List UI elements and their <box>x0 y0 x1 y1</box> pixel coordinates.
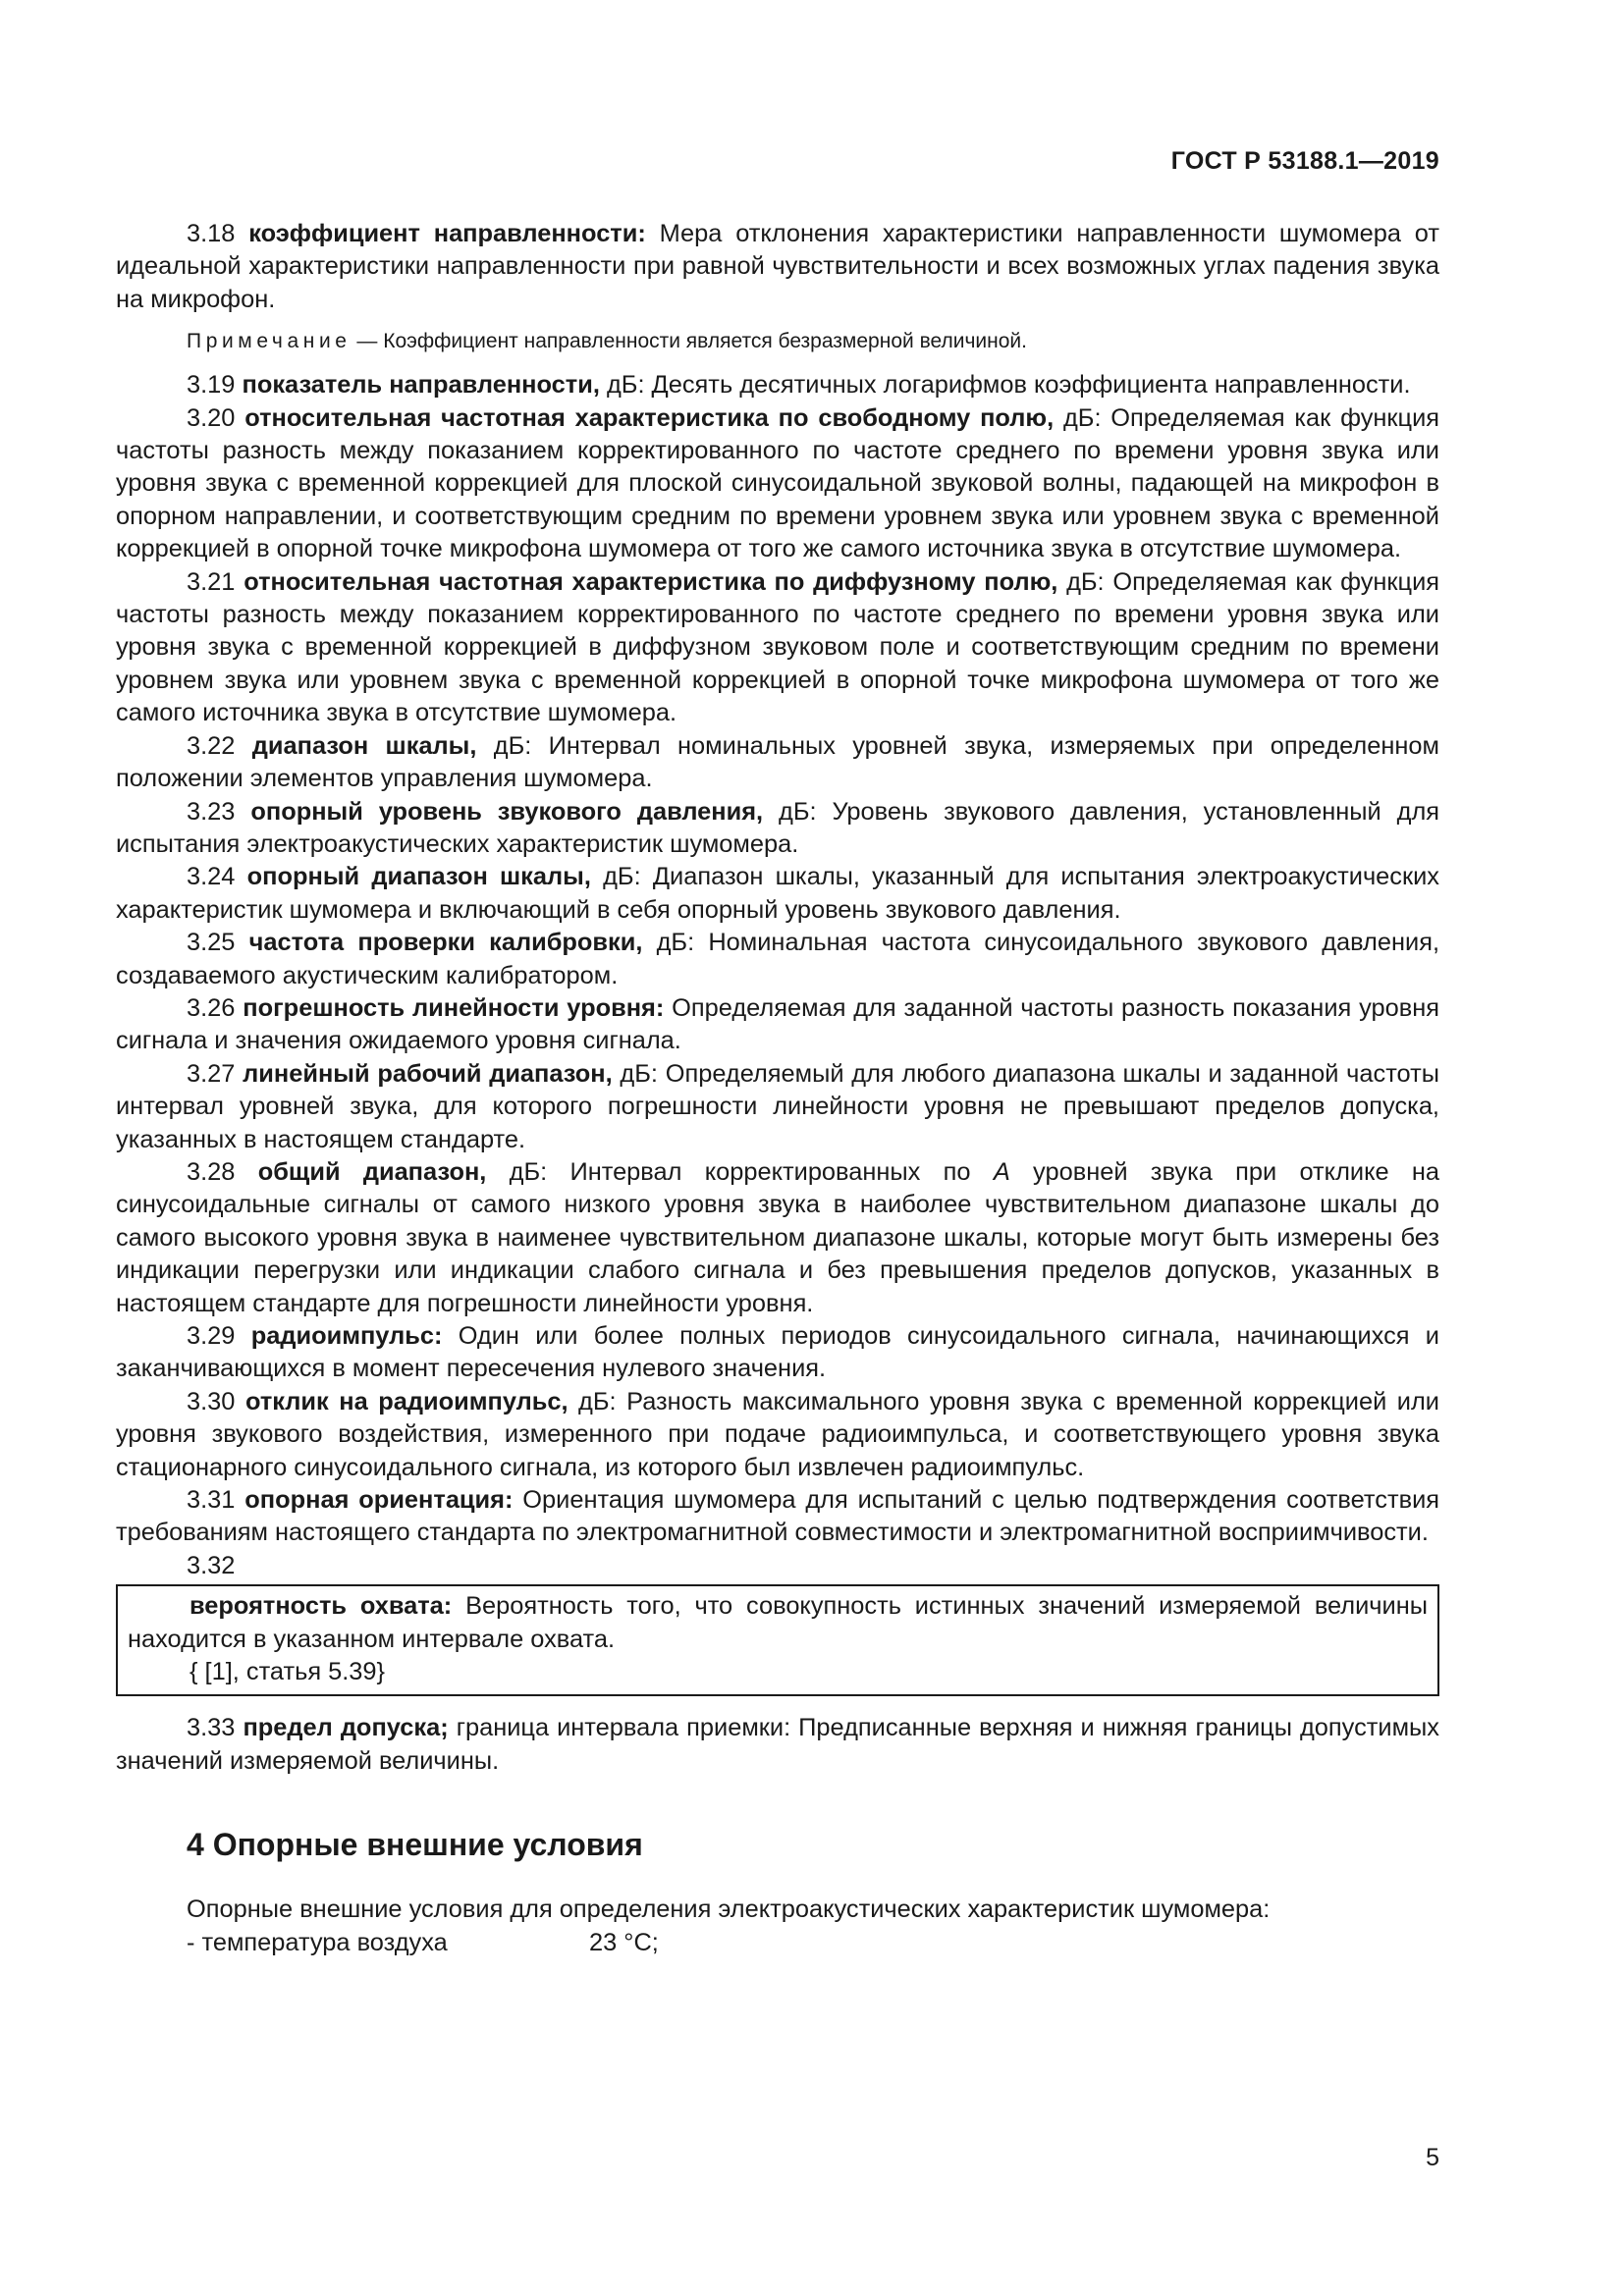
term-definition: дБ: Определяемая как функция частоты разность между показанием корректированного по частоте среднего по времени уровня звука или уровня звука с временной коррекцией в диффузном звуковом поле и соответствующим средним по времени уровнем звука или уровнем звука с временной коррекцией в опорной точке микрофона шумомера от того же самого источника звука в отсутствие шумомера. <box>116 567 1440 727</box>
term-name: частота проверки калибровки, <box>248 929 643 957</box>
term-definition-part: уровней звука при отклике на синусоидальные сигналы от самого низкого уровня звука в наиболее чувствительном диапазоне шкалы до самого высокого уровня звука в наименее чувствительном диапазоне шкалы, которые могут быть измерены без индикации перегрузки или индикации слабого сигнала и без превышения пределов допусков, указанных в настоящем стандарте для погрешности линейности уровня. <box>116 1157 1440 1317</box>
term-number: 3.25 <box>187 929 236 957</box>
term-number: 3.23 <box>187 797 236 826</box>
note-label: Примечание <box>187 330 352 353</box>
term-number: 3.26 <box>187 993 236 1022</box>
italic-letter: А <box>993 1157 1010 1186</box>
term-number: 3.22 <box>187 731 236 760</box>
term-3-19 <box>116 369 1439 401</box>
note <box>116 328 1439 355</box>
term-name: коэффициент направленности: <box>248 220 646 247</box>
term-3-18 <box>116 218 1439 316</box>
term-3-23 <box>116 796 1439 862</box>
term-definition-part: дБ: Интервал корректированных по <box>486 1157 994 1186</box>
term-definition: дБ: Интервал номинальных уровней звука, измеряемых при определенном положении элементов управления шумомера. <box>116 731 1439 793</box>
term-name: показатель направленности, <box>242 371 600 400</box>
term-name: радиоимпульс: <box>250 1322 443 1350</box>
term-3-33 <box>116 1712 1439 1778</box>
term-number: 3.19 <box>187 371 236 400</box>
section-intro: Опорные внешние условия для определения электроакустических характеристик шумомера: <box>187 1896 1271 1924</box>
term-name: линейный рабочий диапазон, <box>243 1059 613 1088</box>
term-definition: дБ: Диапазон шкалы, указанный для испытания электроакустических характеристик шумомера и включающий в себя опорный уровень звукового давления. <box>116 863 1439 924</box>
term-number: 3.29 <box>187 1322 236 1350</box>
list-item-value: 23 °С; <box>589 1928 659 1956</box>
term-name: общий диапазон, <box>257 1157 487 1186</box>
list-item <box>116 1927 1439 1959</box>
term-definition: граница интервала приемки: Предписанные верхняя и нижняя границы допустимых значений измеряемой величины. <box>116 1714 1439 1775</box>
term-number: 3.24 <box>187 863 236 891</box>
term-definition: Вероятность того, что совокупность истинных значений измеряемой величины находится в указанном интервале охвата. <box>128 1592 1428 1653</box>
term-name: диапазон шкалы, <box>251 731 477 760</box>
term-3-28 <box>116 1156 1439 1320</box>
term-source-reference: { [1], статья 5.39} <box>189 1658 386 1686</box>
term-definition: дБ: Определяемый для любого диапазона шкалы и заданной частоты интервал уровней звука, для которого погрешности линейности уровня не превышают пределов допуска, указанных в настоящем стандарте. <box>116 1059 1439 1153</box>
term-3-25 <box>116 927 1439 992</box>
term-definition: дБ: Десять десятичных логарифмов коэффициента направленности. <box>599 371 1411 400</box>
term-3-22 <box>116 730 1439 796</box>
term-3-24 <box>116 861 1439 927</box>
term-number: 3.31 <box>187 1486 236 1515</box>
term-3-29 <box>116 1320 1439 1386</box>
term-name: опорный диапазон шкалы, <box>246 863 591 891</box>
term-name: относительная частотная характеристика по свободному полю, <box>244 403 1055 432</box>
term-3-30 <box>116 1386 1439 1484</box>
term-definition: дБ: Разность максимального уровня звука с временной коррекцией или уровня звукового воздействия, измеренного при подаче радиоимпульса, и соответствующего уровня звука стационарного синусоидального сигнала, из которого был извлечен радиоимпульс. <box>116 1387 1439 1481</box>
term-number: 3.21 <box>187 567 236 596</box>
term-3-20 <box>116 402 1439 566</box>
term-number: 3.28 <box>187 1157 236 1186</box>
term-3-21 <box>116 566 1439 730</box>
term-name: опорная ориентация: <box>244 1486 514 1515</box>
term-name: вероятность охвата: <box>189 1592 453 1621</box>
term-definition: Мера отклонения характеристики направленности шумомера от идеальной характеристики направленности при равной чувствительности и всех возможных углах падения звука на микрофон. <box>116 220 1439 313</box>
term-number: 3.30 <box>187 1387 236 1415</box>
term-number: 3.27 <box>187 1059 236 1088</box>
term-3-26 <box>116 992 1439 1058</box>
term-3-32 <box>128 1590 1428 1656</box>
term-definition: дБ: Номинальная частота синусоидального звукового давления, создаваемого акустическим калибратором. <box>116 929 1439 989</box>
document-code: ГОСТ Р 53188.1—2019 <box>1170 147 1439 175</box>
page-number: 5 <box>1426 2144 1439 2171</box>
term-name: опорный уровень звукового давления, <box>250 797 764 826</box>
term-3-32-number: 3.32 <box>187 1551 236 1579</box>
term-number: 3.33 <box>187 1714 236 1742</box>
term-name: погрешность линейности уровня: <box>243 993 665 1022</box>
term-definition: дБ: Уровень звукового давления, установленный для испытания электроакустических характеристик шумомера. <box>116 797 1440 858</box>
page-content <box>116 218 1439 1959</box>
quoted-term-box <box>116 1584 1439 1696</box>
term-definition: Один или более полных периодов синусоидального сигнала, начинающихся и заканчивающихся в момент пересечения нулевого значения. <box>116 1322 1439 1383</box>
list-item-label: - температура воздуха <box>187 1928 448 1956</box>
term-name: отклик на радиоимпульс, <box>244 1387 568 1415</box>
section-heading: 4 Опорные внешние условия <box>187 1827 643 1863</box>
term-definition: Ориентация шумомера для испытаний с целью подтверждения соответствия требованиям настоящего стандарта по электромагнитной совместимости и электромагнитной восприимчивости. <box>116 1486 1440 1547</box>
note-text: — Коэффициент направленности является безразмерной величиной. <box>351 330 1027 353</box>
term-definition: Определяемая для заданной частоты разность показания уровня сигнала и значения ожидаемого уровня сигнала. <box>116 993 1439 1055</box>
term-3-31 <box>116 1484 1439 1550</box>
term-name: предел допуска; <box>243 1714 449 1742</box>
term-number: 3.20 <box>187 403 236 432</box>
term-number: 3.18 <box>187 220 236 247</box>
term-3-27 <box>116 1058 1439 1156</box>
term-name: относительная частотная характеристика по диффузному полю, <box>244 567 1058 596</box>
term-definition: дБ: Определяемая как функция частоты разность между показанием корректированного по частоте среднего по времени уровня звука или уровня звука с временной коррекцией для плоской синусоидальной звуковой волны, падающей на микрофон в опорном направлении, и соответствующим средним по времени уровнем звука или уровнем звука с временной коррекцией в опорной точке микрофона шумомера от того же самого источника звука в отсутствие шумомера. <box>116 403 1439 563</box>
